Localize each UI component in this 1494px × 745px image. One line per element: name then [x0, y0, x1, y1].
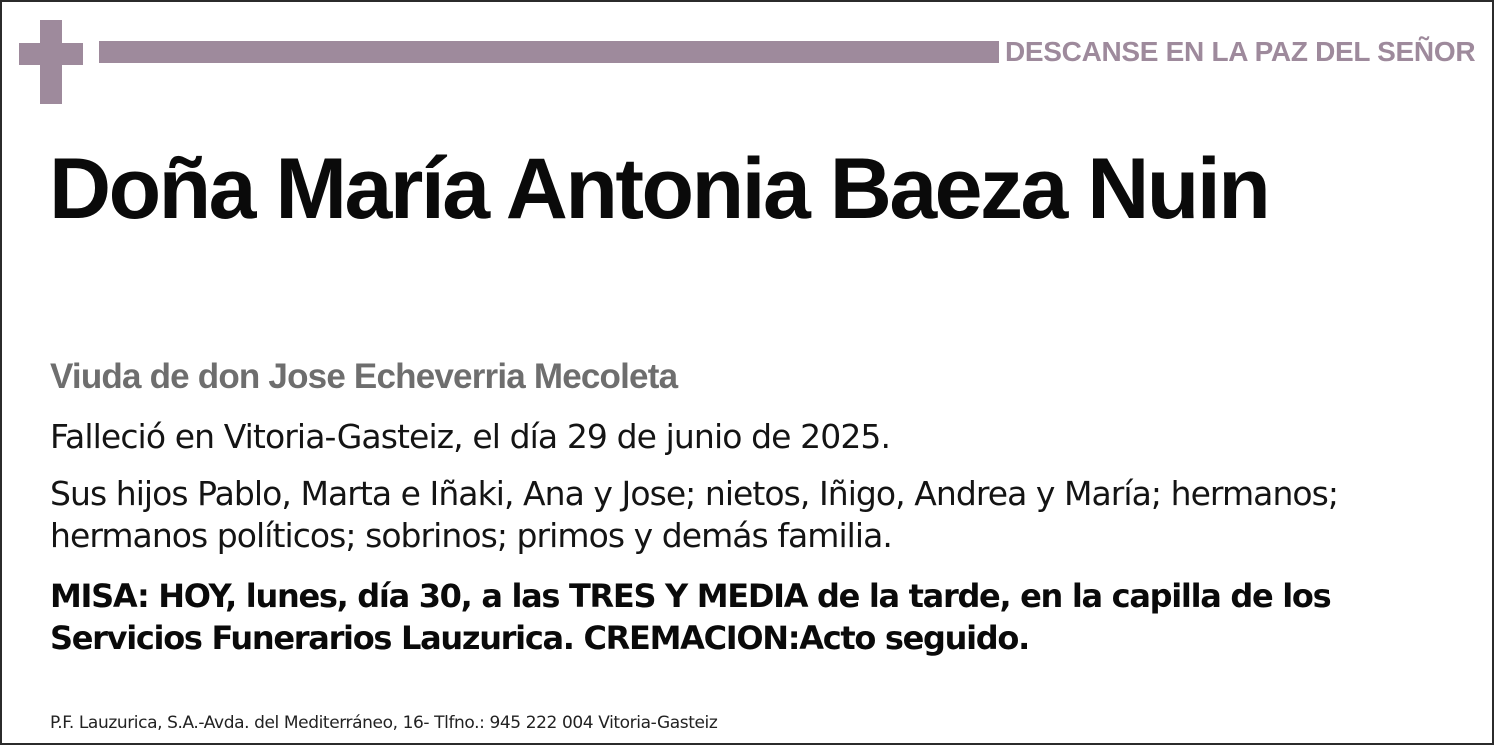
mass-line: MISA: HOY, lunes, día 30, a las TRES Y MEDIA de la tarde, en la capilla de los [50, 577, 1331, 615]
mass-line: Servicios Funerarios Lauzurica. CREMACION:Acto seguido. [50, 619, 1029, 657]
deceased-name: Doña María Antonia Baeza Nuin [49, 141, 1269, 237]
header-divider-bar [99, 41, 999, 63]
funeral-home-info: P.F. Lauzurica, S.A.-Avda. del Mediterráneo, 16- Tlfno.: 945 222 004 Vitoria-Gasteiz [50, 713, 718, 733]
family-list [50, 473, 1470, 557]
motto: DESCANSE EN LA PAZ DEL SEÑOR [1005, 36, 1476, 67]
death-notice: Falleció en Vitoria-Gasteiz, el día 29 de junio de 2025. [50, 417, 891, 456]
cross-icon [19, 20, 83, 104]
mass-details [50, 575, 1470, 659]
family-line: hermanos políticos; sobrinos; primos y demás familia. [50, 516, 892, 555]
family-line: Sus hijos Pablo, Marta e Iñaki, Ana y Jose; nietos, Iñigo, Andrea y María; hermanos; [50, 474, 1339, 513]
widow-of: Viuda de don Jose Echeverria Mecoleta [50, 357, 678, 396]
